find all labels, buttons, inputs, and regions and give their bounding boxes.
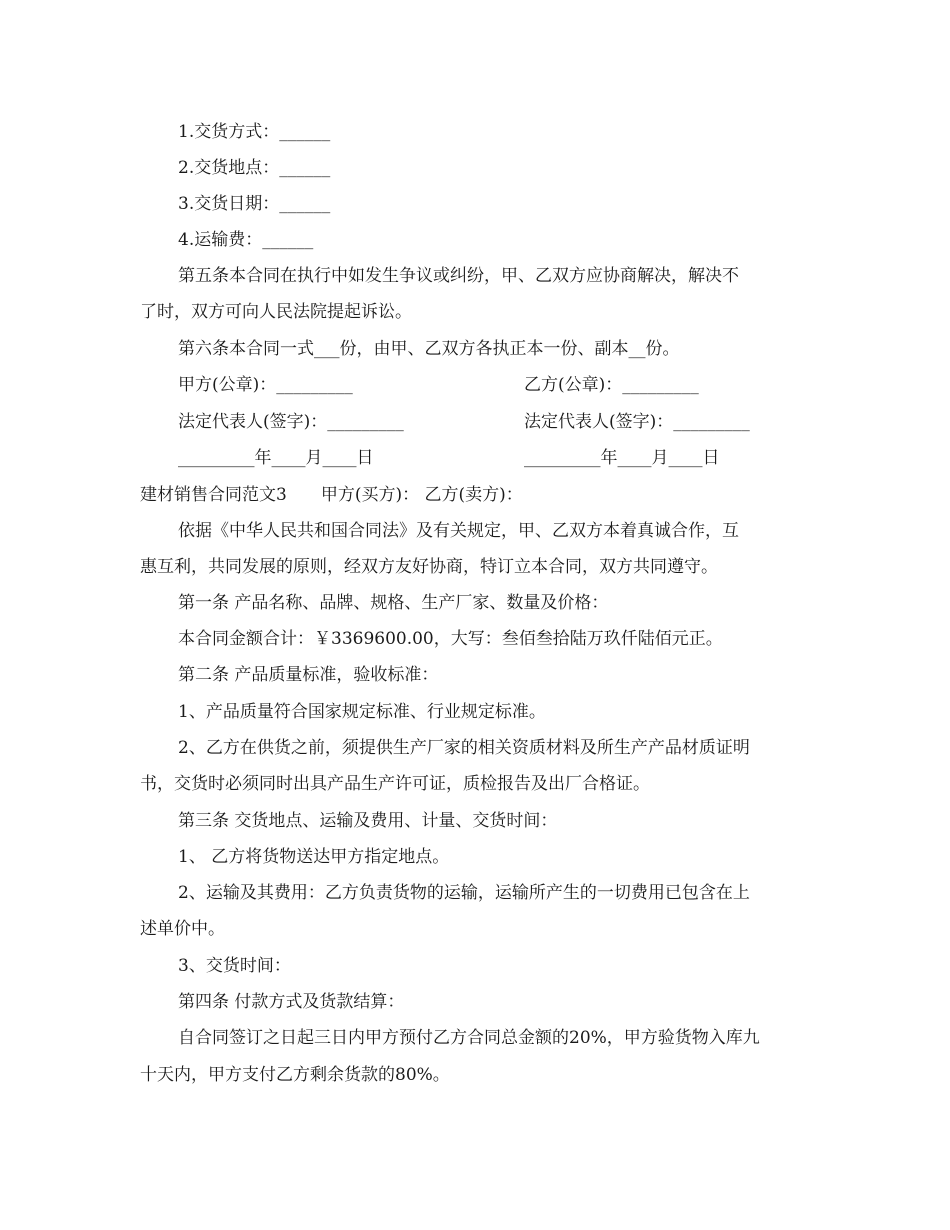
party-b-seal: 乙方(公章)：_________ bbox=[524, 375, 699, 395]
art4-text-line2: 十天内，甲方支付乙方剩余货款的80%。 bbox=[140, 1065, 450, 1085]
art4-title: 第四条 付款方式及货款结算： bbox=[178, 992, 405, 1012]
delivery-date: 3.交货日期：______ bbox=[178, 194, 331, 214]
party-b-date: _________年____月____日 bbox=[524, 448, 720, 468]
art1-amount: 本合同金额合计：￥3369600.00，大写：叁佰叁拾陆万玖仟陆佰元正。 bbox=[178, 629, 723, 649]
art2-item1: 1、产品质量符合国家规定标准、行业规定标准。 bbox=[178, 702, 546, 722]
art3-item3: 3、交货时间： bbox=[178, 956, 291, 976]
delivery-method: 1.交货方式：______ bbox=[178, 122, 331, 142]
party-a-date: _________年____月____日 bbox=[178, 448, 374, 468]
sample3-heading: 建材销售合同范文3 甲方(买方)： 乙方(卖方)： bbox=[140, 485, 523, 505]
party-a-rep: 法定代表人(签字)：_________ bbox=[178, 412, 404, 432]
art2-item2-line2: 书，交货时必须同时出具产品生产许可证，质检报告及出厂合格证。 bbox=[140, 774, 650, 794]
article5-line1: 第五条本合同在执行中如发生争议或纠纷，甲、乙双方应协商解决，解决不 bbox=[178, 266, 739, 286]
party-a-seal: 甲方(公章)：_________ bbox=[178, 375, 353, 395]
delivery-freight: 4.运输费：______ bbox=[178, 230, 314, 250]
intro-line1: 依据《中华人民共和国合同法》及有关规定，甲、乙双方本着真诚合作，互 bbox=[178, 521, 739, 541]
art4-text-line1: 自合同签订之日起三日内甲方预付乙方合同总金额的20%，甲方验货物入库九 bbox=[178, 1028, 760, 1048]
art2-title: 第二条 产品质量标准，验收标准： bbox=[178, 665, 439, 685]
article6: 第六条本合同一式___份，由甲、乙双方各执正本一份、副本__份。 bbox=[178, 339, 680, 359]
delivery-place: 2.交货地点：______ bbox=[178, 158, 331, 178]
article5-line2: 了时，双方可向人民法院提起诉讼。 bbox=[140, 302, 412, 322]
art3-item2-line2: 述单价中。 bbox=[140, 919, 225, 939]
art1-title: 第一条 产品名称、品牌、规格、生产厂家、数量及价格： bbox=[178, 593, 609, 613]
art3-title: 第三条 交货地点、运输及费用、计量、交货时间： bbox=[178, 811, 558, 831]
intro-line2: 惠互利，共同发展的原则，经双方友好协商，特订立本合同，双方共同遵守。 bbox=[140, 557, 718, 577]
art3-item1: 1、 乙方将货物送达甲方指定地点。 bbox=[178, 847, 450, 867]
art2-item2-line1: 2、乙方在供货之前，须提供生产厂家的相关资质材料及所生产产品材质证明 bbox=[178, 738, 750, 758]
party-b-rep: 法定代表人(签字)：_________ bbox=[524, 412, 750, 432]
art3-item2-line1: 2、运输及其费用：乙方负责货物的运输，运输所产生的一切费用已包含在上 bbox=[178, 883, 750, 903]
